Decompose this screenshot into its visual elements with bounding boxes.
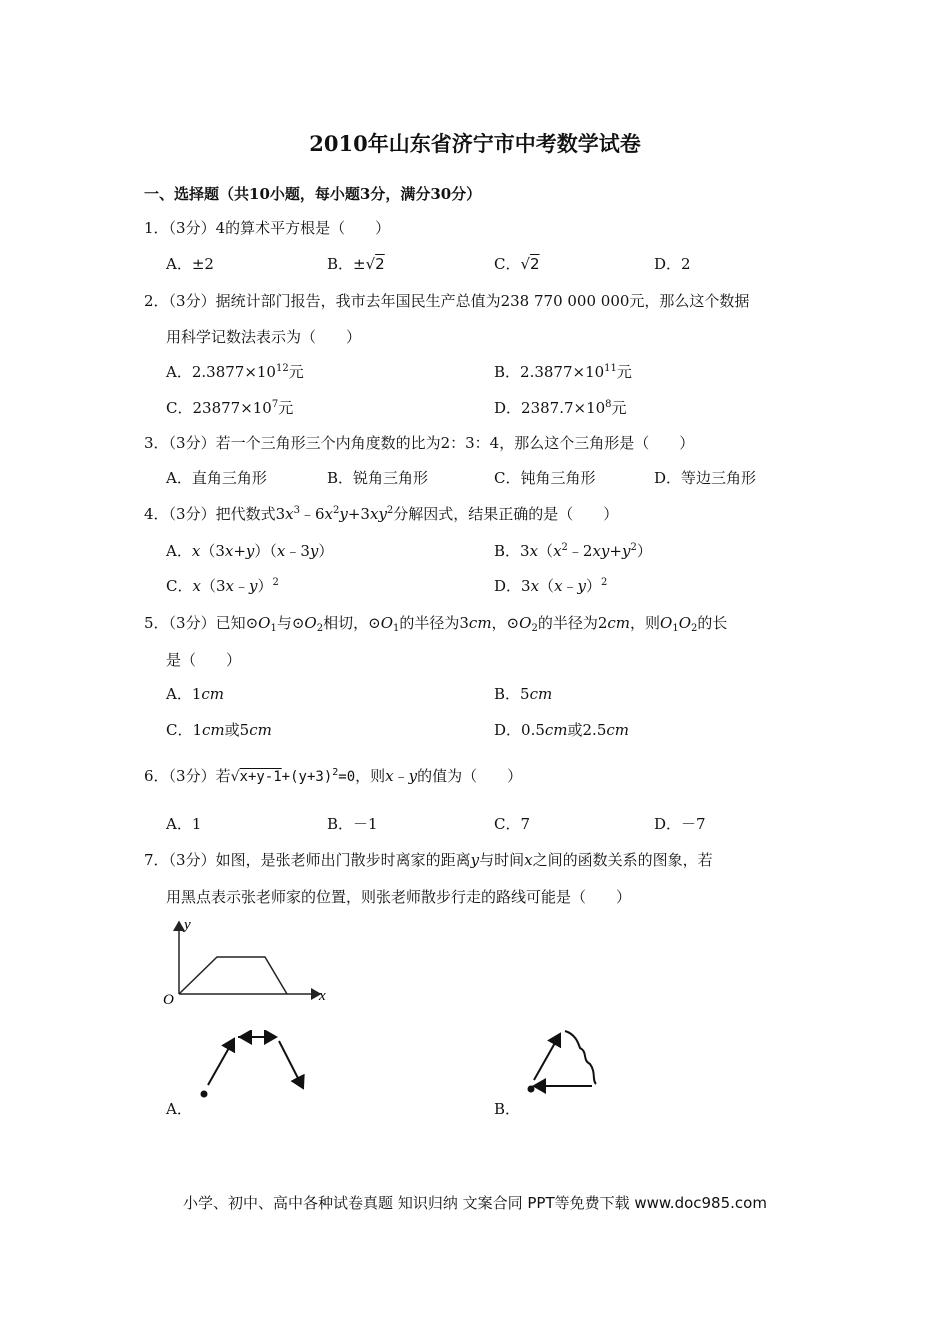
section-heading: 一、选择题（共10小题，每小题3分，满分30分） (144, 185, 482, 203)
q5-option-a: A．1cm (166, 685, 225, 703)
q7-option-b-figure (520, 1022, 610, 1097)
distance-time-graph (160, 912, 340, 1012)
q2-option-a: A．$2.3877\times 10^{12}$元 (166, 363, 304, 381)
q2-option-d: D．$2387.7\times 10^8$元 (494, 399, 627, 417)
q7-option-a-label: A． (166, 1100, 192, 1118)
q4-option-c: C．x（3x﹣y）$^2$ (166, 577, 279, 595)
question-2-stem-line1: 2．（3分）据统计部门报告，我市去年国民生产总值为238 770 000 000元，那么这个数据 (144, 292, 750, 310)
q4-option-d: D．3x（x﹣y）$^2$ (494, 577, 608, 595)
q6-option-d: D．－7 (654, 815, 706, 833)
question-1-stem: 1．（3分）4的算术平方根是（ ） (144, 219, 391, 237)
page-footer: 小学、初中、高中各种试卷真题 知识归纳 文案合同 PPT等免费下载 www.doc985.com (183, 1194, 767, 1212)
question-2-stem-line2: 用科学记数法表示为（ ） (166, 328, 362, 346)
q5-option-b: B．5cm (494, 685, 553, 703)
home-dot (528, 1086, 535, 1093)
q1-option-c: C．√2 (494, 255, 540, 273)
q1-option-b: B．±√2 (327, 255, 385, 273)
q3-option-a: A．直角三角形 (166, 469, 267, 487)
q1-option-d: D．2 (654, 255, 691, 273)
q1-option-a: A．±2 (166, 255, 214, 273)
q2-option-c: C．$23877\times 10^7$元 (166, 399, 294, 417)
y-axis-label: y (184, 917, 191, 933)
origin-label: O (163, 992, 174, 1008)
question-3-stem: 3．（3分）若一个三角形三个内角度数的比为2：3：4，那么这个三角形是（ ） (144, 434, 695, 452)
q3-option-b: B．锐角三角形 (327, 469, 429, 487)
question-6-stem: 6．（3分）若$√x+y-1+(y+3)^2=0$，则x﹣y的值为（ ） (144, 767, 523, 785)
q3-option-c: C．钝角三角形 (494, 469, 596, 487)
question-7-stem-line1: 7．（3分）如图，是张老师出门散步时离家的距离y与时间x之间的函数关系的图象，若 (144, 851, 713, 869)
home-dot (201, 1091, 208, 1098)
question-5-stem-line1: 5．（3分）已知$⊙O_1$与$⊙O_2$相切，$⊙O_1$的半径为3cm，$⊙O_2$的半径为2cm，则$O_1O_2$的长 (144, 614, 728, 634)
q6-option-b: B．－1 (327, 815, 378, 833)
q3-option-d: D．等边三角形 (654, 469, 757, 487)
q6-option-c: C．7 (494, 815, 531, 833)
x-axis-label: x (319, 988, 326, 1004)
q5-option-c: C．1cm或5cm (166, 721, 272, 739)
distance-curve (179, 957, 287, 994)
q2-option-b: B．$2.3877\times 10^{11}$元 (494, 363, 632, 381)
q5-option-d: D．0.5cm或2.5cm (494, 721, 629, 739)
q7-option-b-label: B． (494, 1100, 521, 1118)
question-4-stem: 4．（3分）把代数式$3x^3﹣6x^2y+3xy^2$分解因式，结果正确的是（ ） (144, 505, 619, 523)
q6-option-a: A．1 (166, 815, 202, 833)
exam-title: 2010年山东省济宁市中考数学试卷 (309, 131, 641, 156)
q7-option-a-figure (195, 1030, 315, 1100)
question-5-stem-line2: 是（ ） (166, 651, 242, 669)
question-7-stem-line2: 用黑点表示张老师家的位置，则张老师散步行走的路线可能是（ ） (166, 888, 632, 906)
q4-option-b: B．$3x(x^2﹣2xy+y^2)$ (494, 542, 652, 560)
q4-option-a: A．x（3x+y）（x﹣3y） (166, 542, 334, 560)
